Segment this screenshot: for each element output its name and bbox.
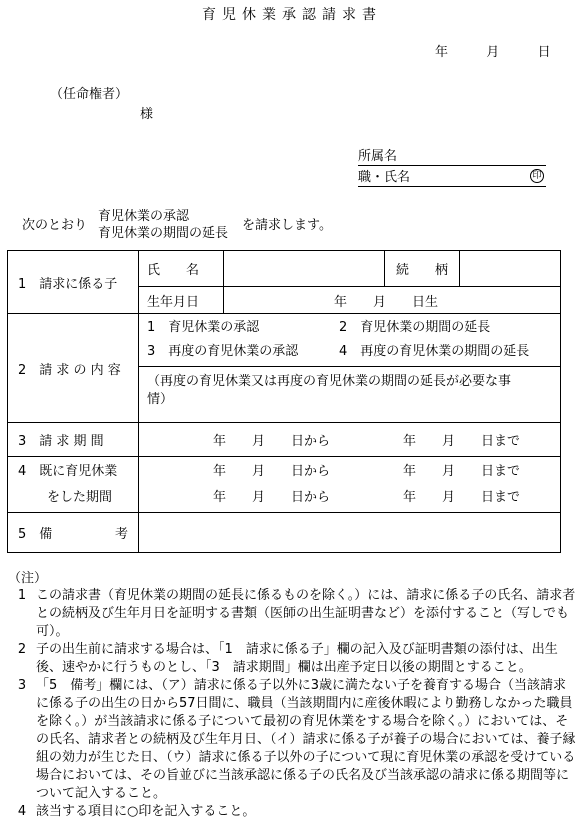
note-text: この請求書（育児休業の期間の延長に係るものを除く。）には、請求に係る子の氏名、請求者との続柄及び生年月日を証明する書類（医師の出生証明書など）を添付すること（写しでも可）。 [36,588,576,639]
period-from: 年 月 日から [213,434,331,449]
notes-heading: （注） [8,571,48,586]
option-approval[interactable]: 1 育児休業の承認 [147,320,260,335]
request-period-label: 3 請 求 期 間 [8,423,139,457]
option-extension[interactable]: 2 育児休業の期間の延長 [339,320,491,335]
appointer-label: （任命権者） [50,87,129,102]
option-re-extension[interactable]: 4 再度の育児休業の期間の延長 [339,344,530,359]
page-title: 育児休業承認請求書 [202,7,382,23]
note-text: 「5 備考」欄には、（ア）請求に係る子以外に3歳に満たない子を養育する場合（当該請求に係る子の出生の日から57日間に、職員（当該期間内に産後休暇により勤務しなかった職員を除く。）が当該請求に係る子について最初の育児休業をする場合を除く。）においては、その氏名、請求者との続柄及び生年月日、（イ）請求に係る子が養子の場合においては、養子縁組の効力が生じた日、（ウ）請求に係る子以外の子について現に育児休業の承認を受けている場合においては、その旨並びに当該承認に係る子の氏名及び当該承認の請求に係る期間等について記入すること。 [36,678,576,801]
affiliation-field[interactable] [358,150,546,166]
intro-option-approval[interactable]: 育児休業の承認 [98,209,190,224]
birthdate-input[interactable]: 年 月 日生 [224,287,561,314]
honorific: 様 [140,107,154,122]
note-number: 4 [17,804,27,818]
note-item [8,677,578,803]
date-day: 日 [537,45,551,60]
intro-option-extension[interactable]: 育児休業の期間の延長 [98,226,229,241]
period-to: 年 月 日まで [403,434,521,449]
position-name-label: 職・氏名 [358,170,411,185]
re-request-reason-field[interactable] [139,367,561,423]
remarks-label-left: 5 備 [18,527,53,542]
position-name-field[interactable] [358,171,546,187]
re-request-reason-label-2: 情） [147,392,174,407]
birthdate-label: 生年月日 [139,287,224,314]
intro-prefix: 次のとおり [22,218,88,233]
re-request-reason-label-1: （再度の育児休業又は再度の育児休業の期間の延長が必要な事 [147,374,512,389]
intro-suffix: を請求します。 [242,218,332,233]
note-item [8,587,578,641]
remarks-label-right: 考 [114,527,128,542]
prior-from-2: 年 月 日から [213,489,331,505]
note-item [8,641,578,677]
prior-to-2: 年 月 日まで [403,489,521,505]
note-item [8,803,578,818]
request-period-input[interactable] [139,423,561,457]
seal-mark: 印 [530,169,544,183]
note-number: 1 [17,588,27,603]
prior-leave-label [8,457,139,513]
request-form-table [7,250,561,553]
notes-section [8,571,578,818]
affiliation-label: 所属名 [358,149,398,164]
date-year: 年 [435,45,449,60]
option-re-approval[interactable]: 3 再度の育児休業の承認 [147,344,299,359]
note-text: 該当する項目に○印を記入すること。 [36,804,256,818]
prior-from-1: 年 月 日から [213,463,331,479]
relation-label: 続 柄 [385,251,460,287]
child-name-label: 氏 名 [139,251,224,287]
prior-leave-label-1: 4 既に育児休業 [18,463,118,479]
request-content-options [139,314,561,367]
note-text: 子の出生前に請求する場合は、「1 請求に係る子」欄の記入及び証明書類の添付は、出生後、速やかに行うものとし、「3 請求期間」欄は出産予定日以後の期間とすること。 [36,642,558,675]
child-section-label: 1 請求に係る子 [8,251,139,314]
note-number: 3 [17,678,27,693]
date-month: 月 [486,45,500,60]
request-content-label: 2 請 求 の 内 容 [8,314,139,423]
child-name-input[interactable] [224,251,385,287]
relation-input[interactable] [460,251,561,287]
prior-leave-label-2: をした期間 [47,489,113,505]
prior-leave-input[interactable] [139,457,561,513]
remarks-input[interactable] [139,513,561,553]
prior-to-1: 年 月 日まで [403,463,521,479]
request-date[interactable] [435,46,551,59]
remarks-label [8,513,139,553]
note-number: 2 [17,642,27,657]
